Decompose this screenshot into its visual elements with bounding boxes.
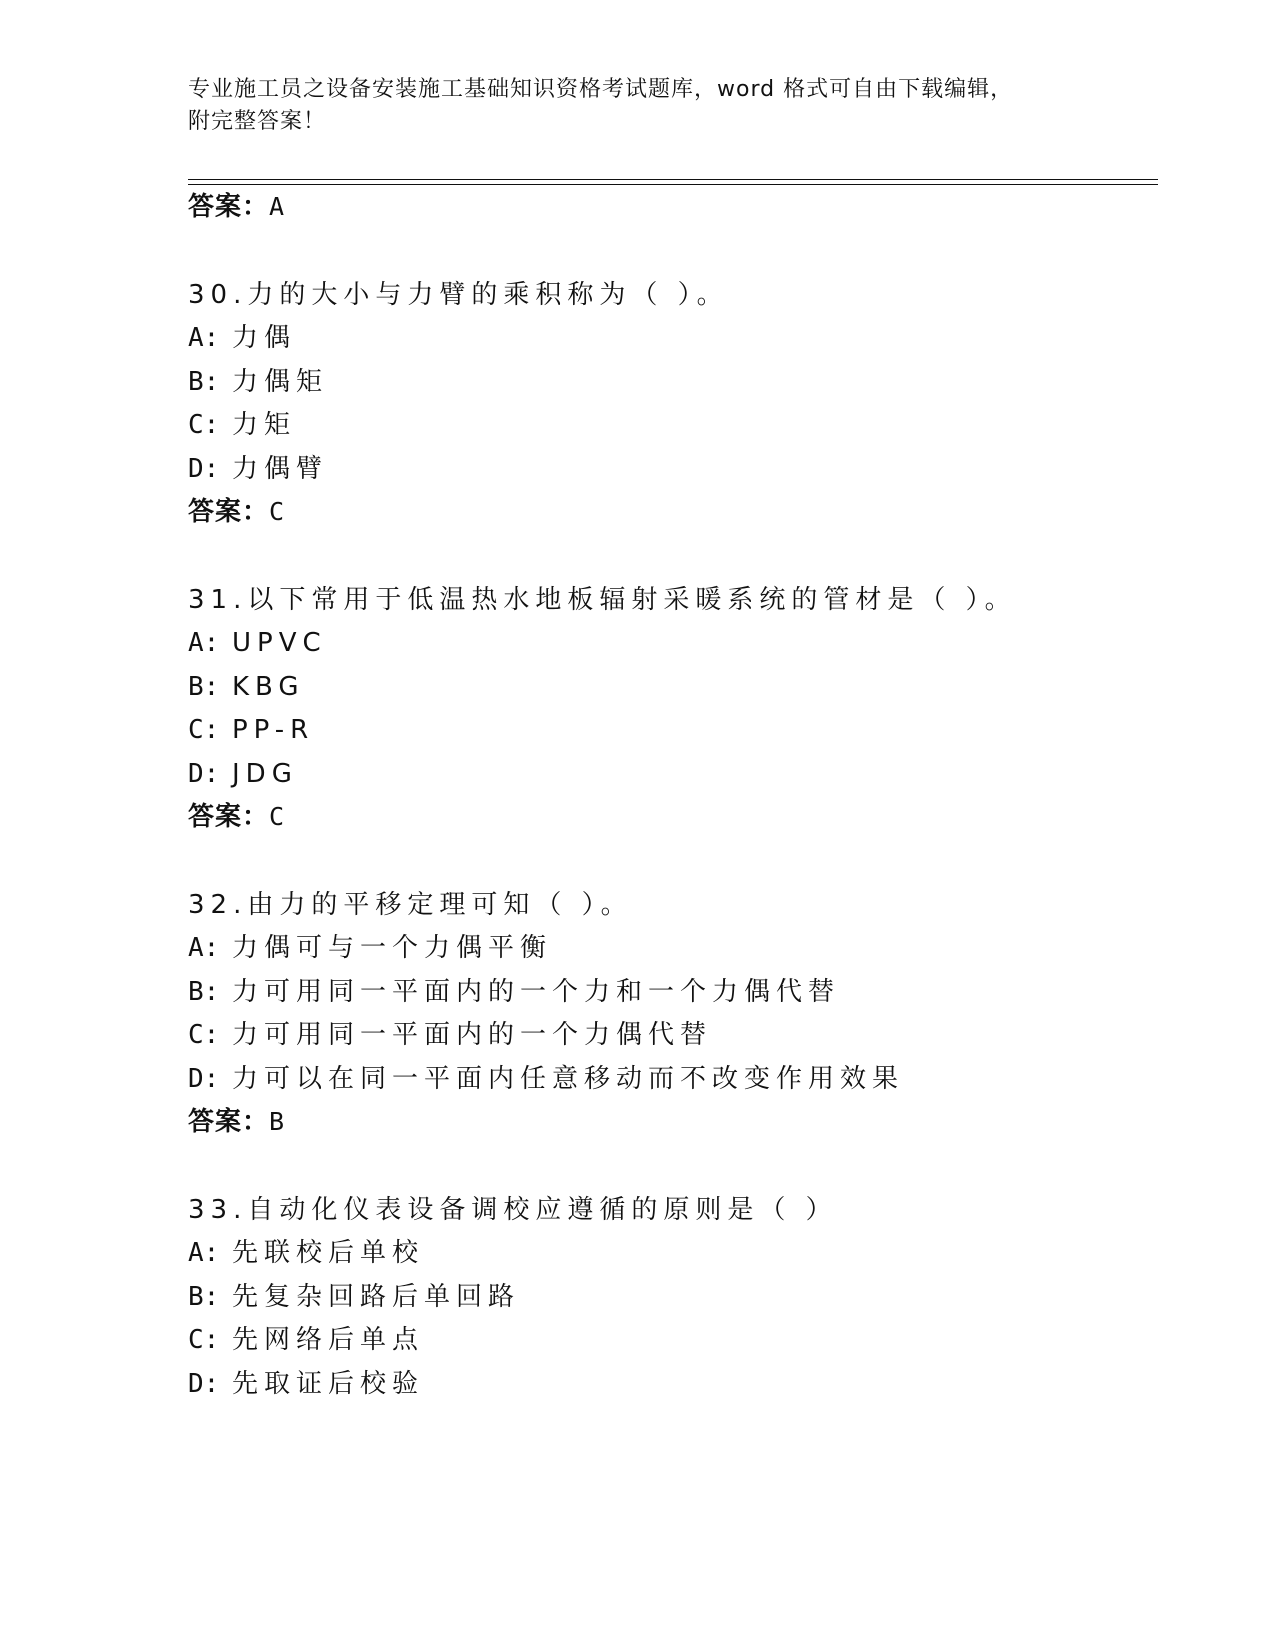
option-letter: A:	[188, 323, 220, 353]
option-a	[188, 321, 296, 355]
answer-value: C	[269, 802, 286, 831]
option-letter: A:	[188, 1238, 220, 1268]
option-text: 先网络后单点	[232, 1325, 425, 1355]
option-letter: D:	[188, 454, 220, 484]
option-text: 先取证后校验	[232, 1369, 425, 1399]
option-a	[188, 1236, 424, 1270]
option-a	[188, 931, 552, 965]
header-divider-bottom	[188, 184, 1158, 185]
header-line-2: 附完整答案！	[188, 109, 327, 134]
option-b	[188, 1280, 520, 1314]
option-c	[188, 1323, 424, 1357]
option-text: 力偶	[232, 323, 297, 353]
option-letter: C:	[188, 715, 220, 745]
answer-label: 答案：	[188, 802, 270, 832]
option-text: KBG	[232, 672, 305, 702]
option-text: 力矩	[232, 410, 297, 440]
option-d	[188, 1062, 904, 1096]
option-a	[188, 626, 327, 660]
header-divider-top	[188, 179, 1158, 180]
answer-value: C	[269, 497, 286, 526]
answer-line	[188, 1105, 285, 1139]
option-text: 力可用同一平面内的一个力偶代替	[232, 1020, 713, 1050]
option-letter: A:	[188, 628, 220, 658]
option-text: PP-R	[232, 715, 315, 745]
option-letter: A:	[188, 933, 220, 963]
option-letter: D:	[188, 759, 220, 789]
option-text: 力可以在同一平面内任意移动而不改变作用效果	[232, 1064, 905, 1094]
option-letter: B:	[188, 1282, 220, 1312]
option-c	[188, 713, 314, 747]
option-text: 先复杂回路后单回路	[232, 1282, 521, 1312]
question-title: 31.以下常用于低温热水地板辐射采暖系统的管材是（ ）。	[188, 585, 1017, 615]
answer-value: A	[269, 192, 286, 221]
option-b	[188, 670, 305, 704]
header-line-1: 专业施工员之设备安装施工基础知识资格考试题库，word 格式可自由下载编辑，	[188, 77, 1014, 102]
question-title: 33.自动化仪表设备调校应遵循的原则是（ ）	[188, 1195, 838, 1225]
answer-line	[188, 495, 285, 529]
option-letter: B:	[188, 672, 220, 702]
option-text: UPVC	[232, 628, 327, 658]
option-b	[188, 975, 840, 1009]
option-letter: D:	[188, 1369, 220, 1399]
option-letter: C:	[188, 1020, 220, 1050]
option-letter: C:	[188, 410, 220, 440]
option-letter: D:	[188, 1064, 220, 1094]
option-d	[188, 757, 298, 791]
answer-label: 答案：	[188, 1107, 270, 1137]
option-c	[188, 1018, 712, 1052]
option-b	[188, 365, 328, 399]
document-header	[188, 74, 1068, 138]
option-text: 先联校后单校	[232, 1238, 425, 1268]
answer-value: B	[269, 1107, 286, 1136]
option-text: 力偶矩	[232, 367, 329, 397]
option-d	[188, 1367, 424, 1401]
option-letter: C:	[188, 1325, 220, 1355]
answer-label: 答案：	[188, 192, 270, 222]
option-letter: B:	[188, 977, 220, 1007]
answer-line	[188, 800, 285, 834]
answer-line	[188, 190, 285, 224]
option-letter: B:	[188, 367, 220, 397]
question-title: 32.由力的平移定理可知（ ）。	[188, 890, 633, 920]
option-text: 力偶臂	[232, 454, 329, 484]
option-d	[188, 452, 328, 486]
answer-label: 答案：	[188, 497, 270, 527]
option-text: JDG	[232, 759, 298, 789]
question-title: 30.力的大小与力臂的乘积称为（ ）。	[188, 280, 729, 310]
option-text: 力偶可与一个力偶平衡	[232, 933, 553, 963]
option-c	[188, 408, 296, 442]
option-text: 力可用同一平面内的一个力和一个力偶代替	[232, 977, 841, 1007]
